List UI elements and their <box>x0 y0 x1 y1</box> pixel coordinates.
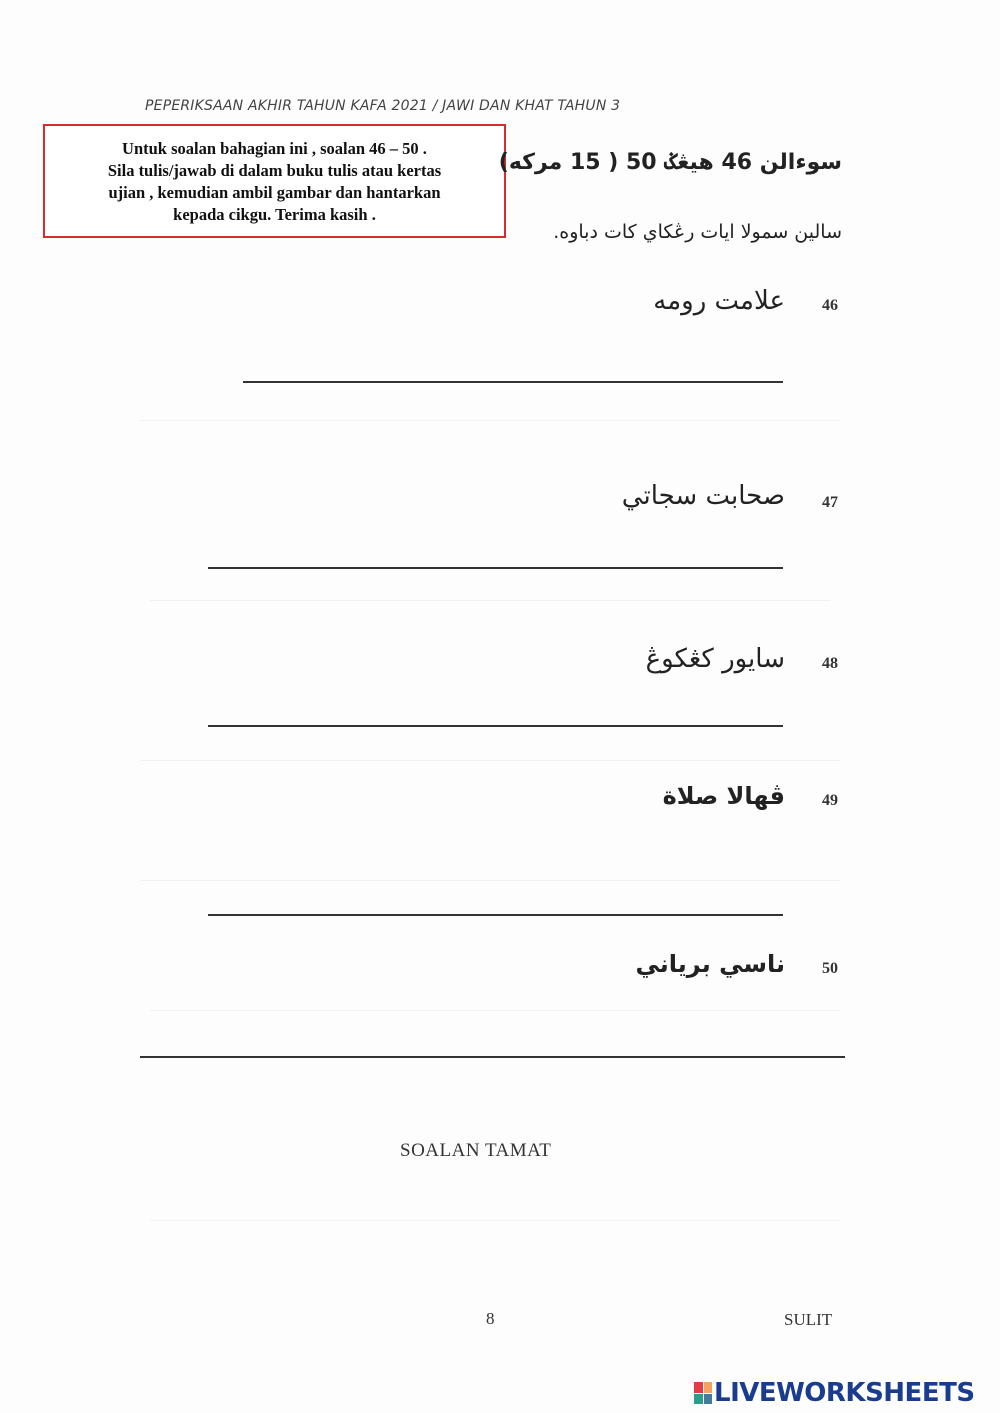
question-text-50: ناسي برياني <box>635 950 785 978</box>
instruction-notice-box <box>43 124 506 238</box>
answer-line-47[interactable] <box>208 567 783 569</box>
question-number-50: 50 <box>822 960 838 977</box>
answer-line-49[interactable] <box>208 914 783 916</box>
question-text-48: سايور كڠكوڠ <box>645 644 785 674</box>
answer-line-48[interactable] <box>208 725 783 727</box>
section-instruction: سالين سمولا ايات رڠکاي كات دباوه. <box>553 221 842 243</box>
question-number-48: 48 <box>822 655 838 672</box>
notice-line-3: ujian , kemudian ambil gambar dan hantarkan <box>108 183 441 202</box>
question-text-47: صحابت سجاتي <box>621 481 785 511</box>
notice-line-2: Sila tulis/jawab di dalam buku tulis atau kertas <box>107 161 442 180</box>
notice-line-4: kepada cikgu. Terima kasih . <box>173 205 376 224</box>
notice-line-1: Untuk soalan bahagian ini , soalan 46 – 50 . <box>122 139 427 158</box>
end-of-questions-text: SOALAN TAMAT <box>400 1140 552 1161</box>
question-number-46: 46 <box>822 297 838 314</box>
liveworksheets-logo <box>694 1378 975 1408</box>
section-title: سوءالن 46 هيڠݢ 50 ( 15 مركه) <box>498 150 842 175</box>
liveworksheets-wordmark: LIVEWORKSHEETS <box>714 1378 975 1408</box>
classification-label: SULIT <box>784 1310 833 1329</box>
page-number: 8 <box>486 1309 495 1328</box>
question-text-46: علامت رومه <box>653 286 785 316</box>
question-number-49: 49 <box>822 792 838 809</box>
question-text-49: ڤهالا صلاة <box>662 782 785 810</box>
answer-line-46[interactable] <box>243 381 783 383</box>
exam-header: PEPERIKSAAN AKHIR TAHUN KAFA 2021 / JAWI DAN KHAT TAHUN 3 <box>145 98 621 114</box>
liveworksheets-badge-icon <box>694 1382 712 1404</box>
answer-line-50[interactable] <box>140 1056 845 1058</box>
question-number-47: 47 <box>822 494 838 511</box>
